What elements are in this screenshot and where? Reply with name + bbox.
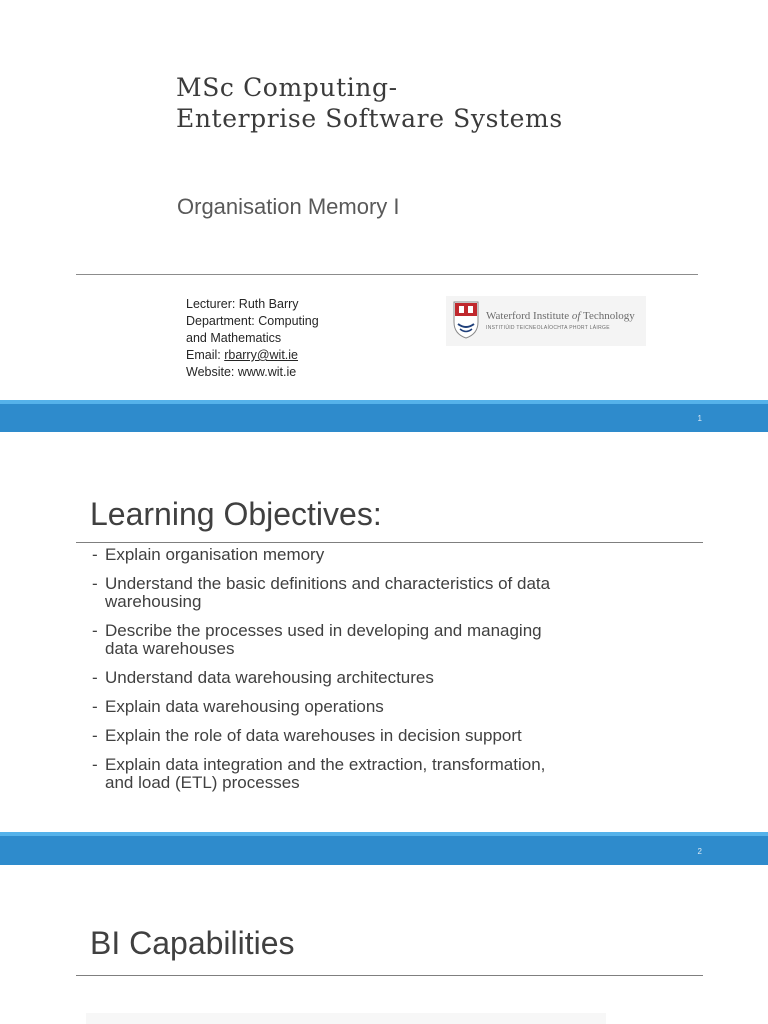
lecturer-text: Lecturer: Ruth Barry [186, 297, 299, 311]
website-text: Website: www.wit.ie [186, 365, 297, 379]
slide-3 [0, 865, 768, 1024]
bullet-dash: - [92, 621, 98, 640]
course-title-line2: Enterprise Software Systems [176, 104, 563, 133]
list-item [92, 756, 652, 792]
list-item [92, 698, 652, 716]
list-item [92, 622, 652, 658]
bullet-dash: - [92, 726, 98, 745]
slide-heading: BI Capabilities [90, 925, 295, 961]
list-item [92, 546, 652, 564]
band-highlight [0, 400, 768, 404]
logo-name-part2: Technology [580, 310, 635, 322]
bullet-dash: - [92, 697, 98, 716]
bullet-dash: - [92, 755, 98, 774]
list-item-line1: Explain the role of data warehouses in decision support [105, 726, 522, 745]
slide-2 [0, 432, 768, 832]
divider [76, 274, 698, 275]
content-placeholder [86, 1013, 606, 1024]
list-item-line2: and load (ETL) processes [105, 773, 300, 792]
page-number: 1 [697, 414, 702, 423]
divider [76, 542, 703, 543]
slide-heading: Learning Objectives: [90, 496, 382, 532]
logo-name-of: of [571, 310, 581, 322]
logo-name-part1: Waterford Institute [486, 310, 572, 322]
list-item [92, 727, 652, 745]
course-title-line1: MSc Computing- [176, 73, 398, 102]
email-label: Email: [186, 348, 225, 362]
email-row [186, 347, 319, 364]
list-item-line1: Understand the basic definitions and characteristics of data [105, 574, 551, 593]
list-item-line1: Explain organisation memory [105, 545, 325, 564]
bullet-dash: - [92, 574, 98, 593]
course-title [176, 72, 563, 134]
list-item-line1: Understand data warehousing architectures [105, 668, 434, 687]
band-highlight [0, 832, 768, 836]
email-link[interactable]: rbarry@wit.ie [224, 348, 299, 362]
list-item-line1: Describe the processes used in developing and managing [105, 621, 542, 640]
department-text-line2: and Mathematics [186, 331, 282, 345]
list-item-line1: Explain data warehousing operations [105, 697, 384, 716]
contact-block [186, 296, 319, 381]
logo-subtitle: INSTITIÚID TEICNEOLAÍOCHTA PHORT LÁIRGE [486, 325, 610, 331]
objectives-list [92, 546, 652, 803]
list-item-line2: warehousing [105, 592, 202, 611]
bullet-dash: - [92, 545, 98, 564]
list-item [92, 669, 652, 687]
list-item [92, 575, 652, 611]
bullet-dash: - [92, 668, 98, 687]
department-text-line1: Department: Computing [186, 314, 319, 328]
logo-name [486, 310, 635, 322]
crest-icon [452, 300, 480, 340]
institute-logo [446, 296, 646, 346]
slide-footer-band-2 [0, 832, 768, 865]
divider [76, 975, 703, 976]
slide-1 [0, 0, 768, 400]
slide-footer-band-1 [0, 400, 768, 432]
lecture-subtitle: Organisation Memory I [177, 194, 400, 219]
list-item-line1: Explain data integration and the extraction, transformation, [105, 755, 546, 774]
list-item-line2: data warehouses [105, 639, 235, 658]
page-number: 2 [697, 847, 702, 856]
